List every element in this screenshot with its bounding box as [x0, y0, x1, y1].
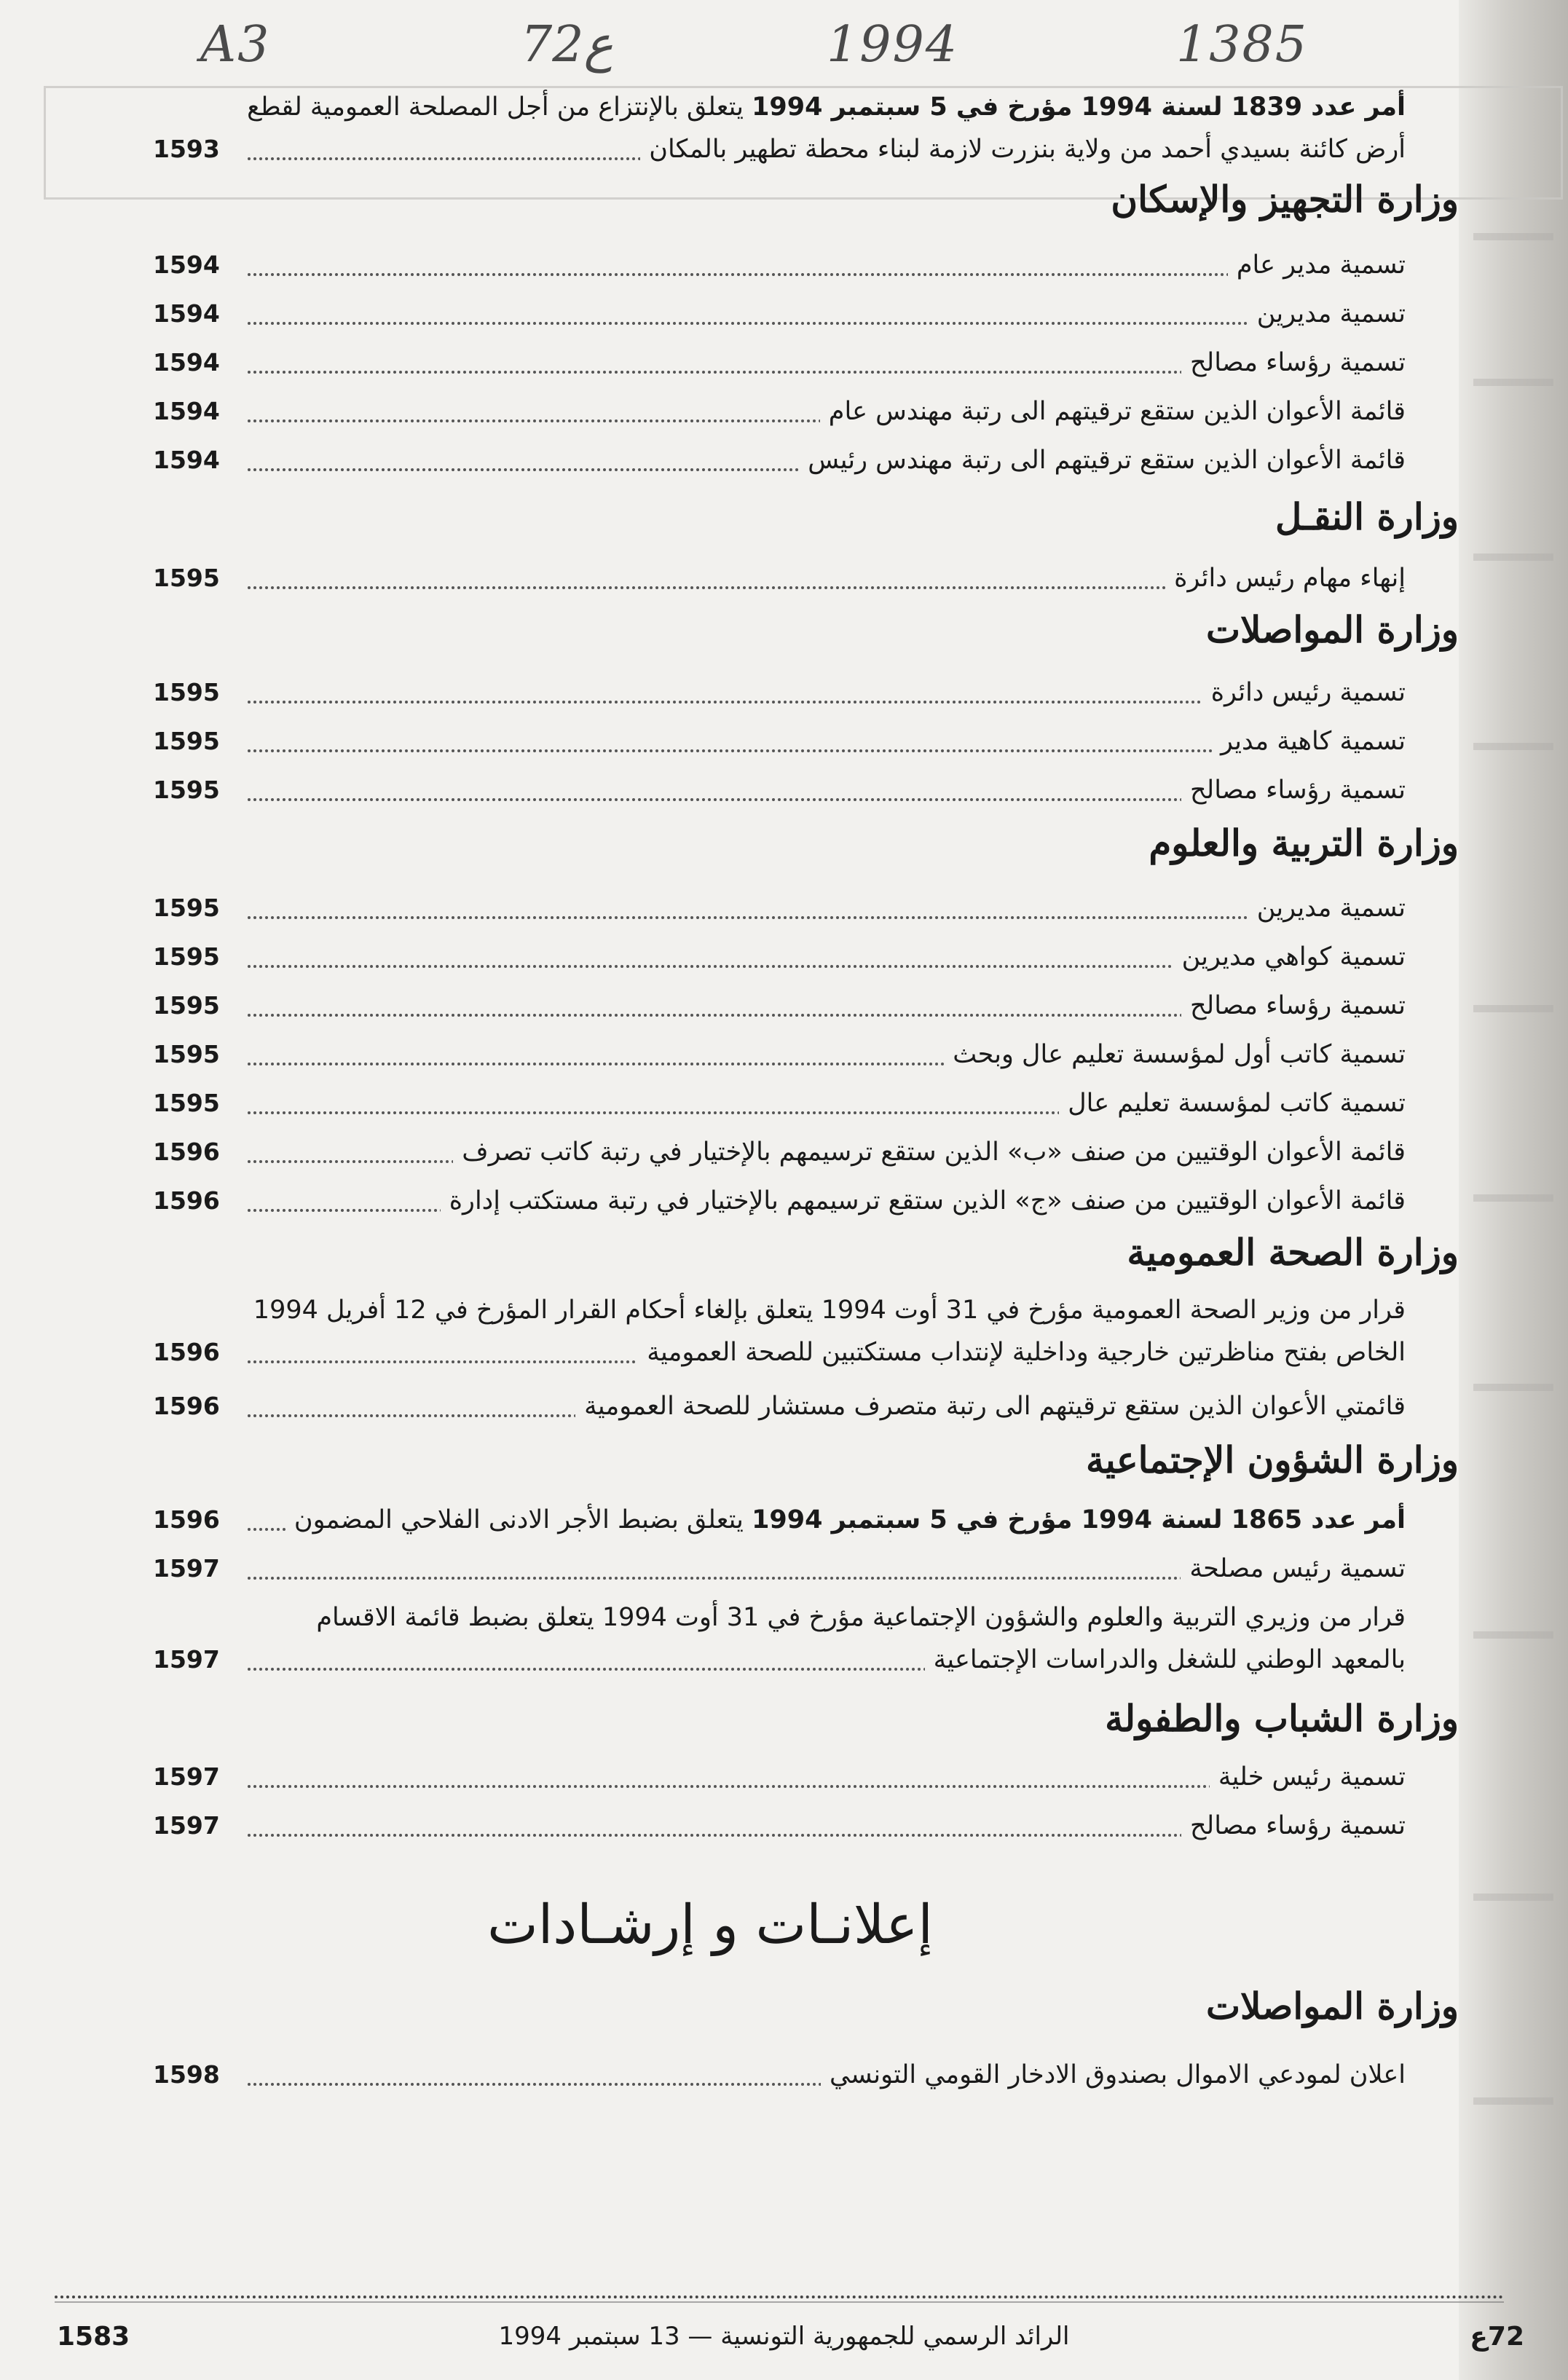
toc-entry: تسمية رؤساء مصالح 1594 — [153, 342, 1406, 384]
toc-entry: اعلان لمودعي الاموال بصندوق الادخار القومي التونسي 1598 — [153, 2054, 1406, 2096]
footer-rule — [55, 2301, 1504, 2303]
toc-entry: تسمية رئيس مصلحة 1597 — [153, 1548, 1406, 1590]
announcements-title: إعلانـات و إرشـادات — [487, 1894, 933, 1956]
toc-entry: تسمية مدير عام 1594 — [153, 244, 1406, 286]
footer-gazette-title: الرائد الرسمي للجمهورية التونسية — 13 سبتمبر 1994 — [498, 2322, 1070, 2351]
toc-entry: قائمة الأعوان الذين ستقع ترقيتهم الى رتبة مهندس عام 1594 — [153, 390, 1406, 433]
toc-entry-expropriation-order — [153, 86, 1406, 170]
toc-entry: تسمية رئيس دائرة 1595 — [153, 671, 1406, 714]
toc-entry: تسمية كاهية مدير 1595 — [153, 720, 1406, 763]
toc-entry: تسمية رؤساء مصالح 1595 — [153, 769, 1406, 811]
toc-entry: تسمية كاتب أول لمؤسسة تعليم عال وبحث 1595 — [153, 1033, 1406, 1076]
toc-entry-health-decree: قرار من وزير الصحة العمومية مؤرخ في 31 أوت 1994 يتعلق بإلغاء أحكام القرار المؤرخ في 12 أفريل 1994 الخاص بفتح مناظرتين خارجية وداخلية لإنتداب مستكتبين للصحة العمومية 1596 — [153, 1289, 1406, 1374]
toc-entry: تسمية رئيس خلية 1597 — [153, 1756, 1406, 1798]
toc-entry: تسمية مديرين 1595 — [153, 887, 1406, 929]
handwritten-note-a3: A3 — [200, 16, 271, 74]
toc-entry: قائمة الأعوان الذين ستقع ترقيتهم الى رتبة مهندس رئيس 1594 — [153, 439, 1406, 481]
order-subject: يتعلق بالإنتزاع من أجل المصلحة العمومية لقطع — [247, 92, 752, 122]
handwritten-note-issue: 72ع — [521, 16, 614, 74]
facing-page-edge — [1459, 0, 1568, 2380]
heading-ministry-social-affairs: وزارة الشؤون الإجتماعية — [1085, 1438, 1459, 1481]
order-reference: أمر عدد 1839 لسنة 1994 مؤرخ في 5 سبتمبر 1994 — [752, 92, 1406, 122]
toc-entry: قائمة الأعوان الوقتيين من صنف «ج» الذين ستقع ترسيمهم بالإختيار في رتبة مستكتب إدارة 1596 — [153, 1180, 1406, 1222]
heading-ministry-education: وزارة التربية والعلوم — [1149, 821, 1459, 864]
footer-issue-number: 72ع — [1470, 2322, 1524, 2352]
footer-page-number: 1583 — [57, 2322, 130, 2352]
heading-ministry-communications: وزارة المواصلات — [1205, 608, 1459, 651]
toc-entry: تسمية رؤساء مصالح 1597 — [153, 1805, 1406, 1847]
toc-entry: تسمية رؤساء مصالح 1595 — [153, 985, 1406, 1027]
handwritten-note-number: 1385 — [1176, 16, 1309, 74]
toc-entry: قائمة الأعوان الوقتيين من صنف «ب» الذين ستقع ترسيمهم بالإختيار في رتبة كاتب تصرف 1596 — [153, 1131, 1406, 1173]
toc-entry-social-decree: قرار من وزيري التربية والعلوم والشؤون الإجتماعية مؤرخ في 31 أوت 1994 يتعلق بضبط قائمة الاقسام بالمعهد الوطني للشغل والدراسات الإجتماعية 1597 — [153, 1596, 1406, 1681]
heading-ministry-equipment: وزارة التجهيز والإسكان — [1111, 178, 1459, 221]
toc-entry: تسمية كاتب لمؤسسة تعليم عال 1595 — [153, 1082, 1406, 1124]
footer-dotted-rule — [55, 2296, 1504, 2298]
page-ref: 1593 — [153, 128, 227, 170]
toc-entry-wage-order: أمر عدد 1865 لسنة 1994 مؤرخ في 5 سبتمبر 1994 يتعلق بضبط الأجر الادنى الفلاحي المضمون 1596 — [153, 1499, 1406, 1541]
heading-ministry-transport: وزارة النقـل — [1275, 495, 1459, 538]
toc-entry: إنهاء مهام رئيس دائرة 1595 — [153, 557, 1406, 599]
handwritten-note-year: 1994 — [827, 16, 959, 74]
heading-announcements-ministry: وزارة المواصلات — [1205, 1985, 1459, 2028]
heading-ministry-youth: وزارة الشباب والطفولة — [1105, 1697, 1459, 1740]
toc-entry: قائمتي الأعوان الذين ستقع ترقيتهم الى رتبة متصرف مستشار للصحة العمومية 1596 — [153, 1385, 1406, 1427]
heading-ministry-health: وزارة الصحة العمومية — [1127, 1231, 1459, 1274]
toc-entry: تسمية كواهي مديرين 1595 — [153, 936, 1406, 978]
toc-entry: تسمية مديرين 1594 — [153, 293, 1406, 335]
order-subject-cont: أرض كائنة بسيدي أحمد من ولاية بنزرت لازمة لبناء محطة تطهير بالمكان — [640, 128, 1406, 170]
